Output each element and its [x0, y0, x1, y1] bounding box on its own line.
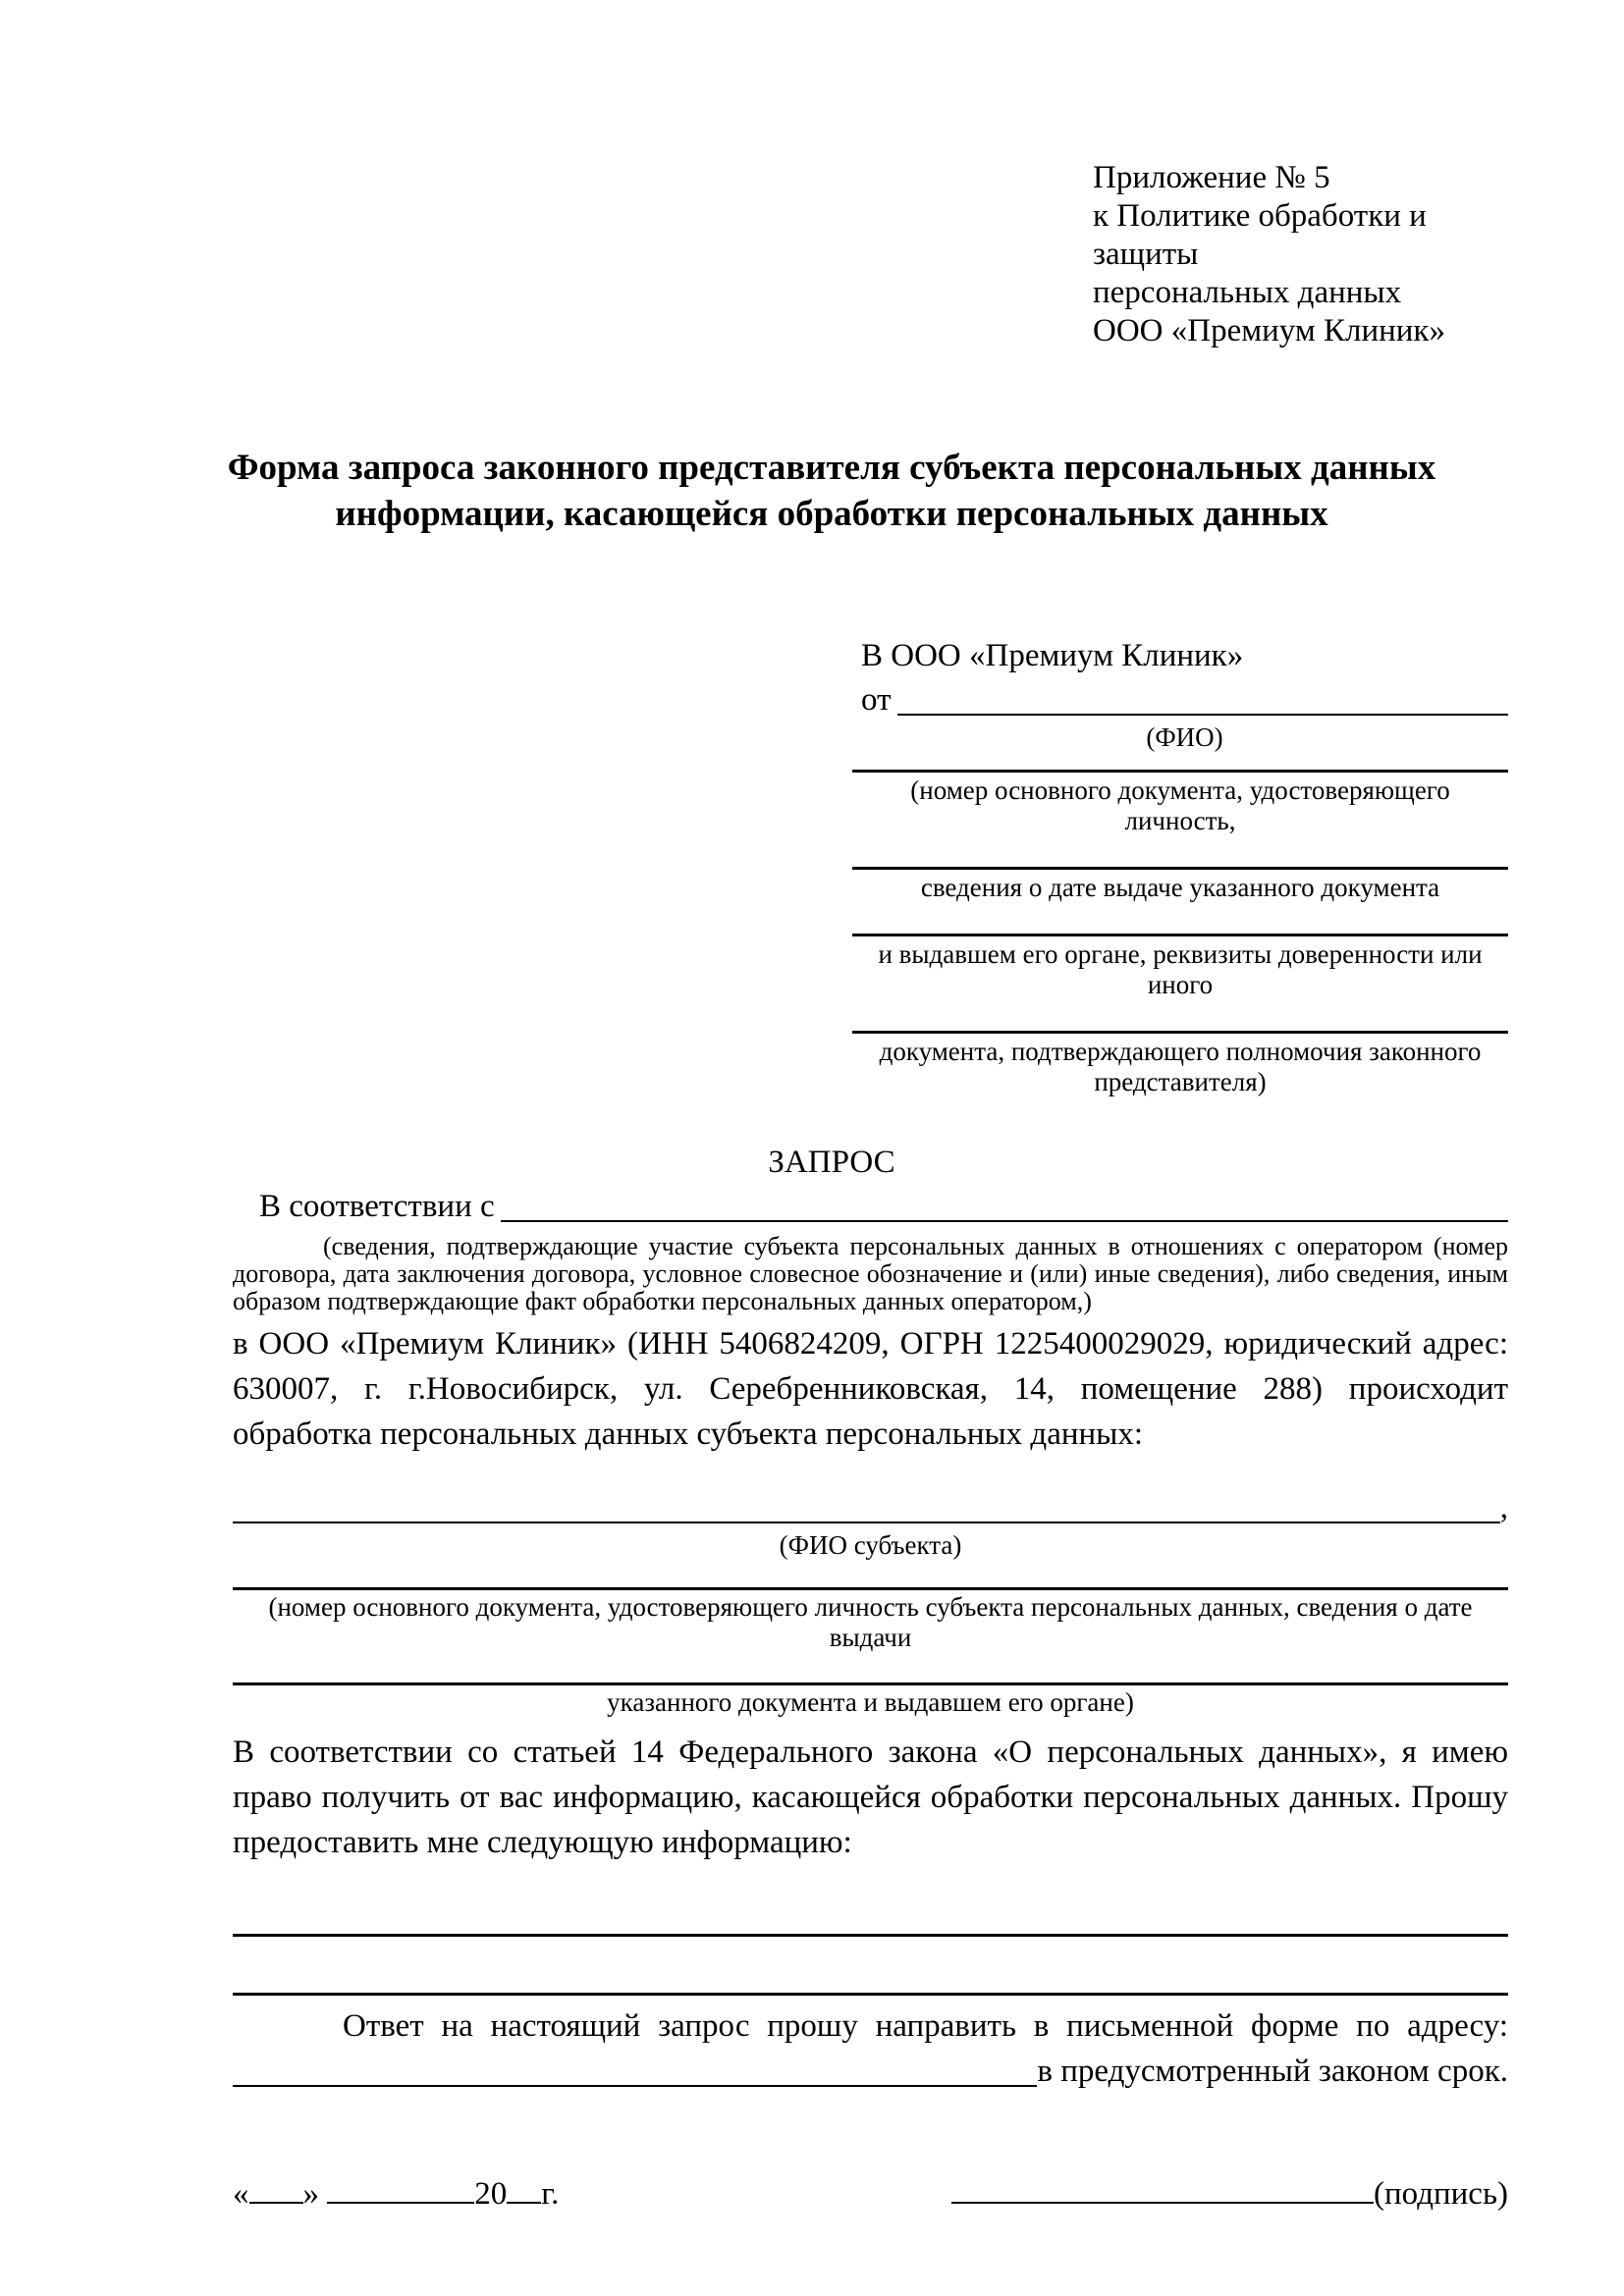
year-suffix: г. [541, 2176, 560, 2212]
basis-label: В соответствии с [259, 1189, 495, 1224]
document-title-line-1: Форма запроса законного представителя субъекта персональных данных [227, 448, 1436, 488]
blank-line [852, 1031, 1508, 1034]
header-note-line-3: персональных данных [1093, 275, 1402, 310]
blank-line [233, 1993, 1508, 1996]
blank-line [233, 1587, 1508, 1590]
blank-caption-3: и выдавшем его органе, реквизиты доверенности или иного [878, 939, 1483, 999]
blank-unit-1 [852, 770, 1508, 836]
subject-fio-blank-line [233, 1522, 1500, 1523]
blank-unit-3 [852, 934, 1508, 1000]
reply-paragraph: Ответ на настоящий запрос прошу направить в письменной форме по адресу: [343, 2008, 1508, 2044]
basis-caption: (сведения, подтверждающие участие субъекта персональных данных в отношениях с оператором (номер договора, дата заключения договора, условное словесное обозначение и (или) иные сведения), либо сведения, иным образом подтверждающие факт обработки персональных данных оператором,) [233, 1232, 1508, 1315]
reply-tail: в предусмотренный законом срок. [1037, 2054, 1508, 2089]
blank-line [233, 1682, 1508, 1685]
reply-address-row [233, 2049, 1508, 2094]
signature-blank-line [951, 2200, 1374, 2204]
basis-blank-line [501, 1220, 1508, 1222]
blank-line [233, 1934, 1508, 1937]
date-field [233, 2172, 559, 2216]
blank-caption-1: (номер основного документа, удостоверяющего личность, [910, 775, 1450, 835]
from-row [861, 678, 1508, 722]
date-close-quote: » [302, 2176, 319, 2212]
signature-row [233, 2172, 1508, 2216]
date-open-quote: « [233, 2176, 249, 2212]
blank-caption-4: документа, подтверждающего полномочия законного представителя) [879, 1037, 1482, 1096]
header-note-line-2: к Политике обработки и защиты [1093, 198, 1427, 272]
date-year-blank [507, 2200, 541, 2204]
header-note [1093, 159, 1508, 350]
reply-address-blank-line [233, 2085, 1037, 2087]
date-day-blank [249, 2200, 303, 2204]
year-prefix: 20 [474, 2176, 508, 2212]
subject-doc-caption-1: (номер основного документа, удостоверяющего личность субъекта персональных данных, сведения о дате выдачи [268, 1592, 1473, 1652]
blank-unit-2 [852, 867, 1508, 903]
representative-doc-blanks [852, 770, 1508, 1097]
basis-row [155, 1185, 1508, 1229]
from-blank-line [897, 714, 1509, 716]
fio-caption: (ФИО) [1146, 722, 1223, 752]
addressee-block [861, 634, 1508, 1097]
blank-unit-4 [852, 1031, 1508, 1097]
subject-fio-caption: (ФИО субъекта) [779, 1530, 962, 1560]
addressee-to: В ООО «Премиум Клиник» [861, 638, 1244, 673]
law-paragraph: В соответствии со статьей 14 Федерального закона «О персональных данных», я имею право получить от вас информацию, касающейся обработки персональных данных. Прошу предоставить мне следующую информацию: [233, 1735, 1508, 1860]
header-note-line-4: ООО «Премиум Клиник» [1093, 313, 1445, 348]
request-heading: ЗАПРОС [768, 1145, 895, 1180]
document-title-line-2: информации, касающейся обработки персональных данных [335, 494, 1328, 534]
subject-fio-row [233, 1486, 1508, 1530]
from-label: от [861, 682, 892, 718]
blank-line [852, 770, 1508, 773]
signature-caption: (подпись) [1374, 2176, 1508, 2212]
trailing-comma: , [1499, 1490, 1508, 1525]
document-title [155, 445, 1508, 537]
header-note-line-1: Приложение № 5 [1093, 160, 1330, 195]
signature-field [951, 2172, 1508, 2216]
subject-doc-caption-2: указанного документа и выдавшем его органе) [607, 1687, 1134, 1717]
blank-line [852, 867, 1508, 870]
operator-paragraph: в ООО «Премиум Клиник» (ИНН 5406824209, ОГРН 1225400029029, юридический адрес: 630007, г. г.Новосибирск, ул. Серебренниковская, 14, помещение 288) происходит обработка персональных данных субъекта персональных данных: [233, 1326, 1508, 1452]
blank-caption-2: сведения о дате выдаче указанного документа [920, 873, 1440, 902]
blank-line [852, 934, 1508, 936]
date-month-blank [327, 2200, 474, 2204]
